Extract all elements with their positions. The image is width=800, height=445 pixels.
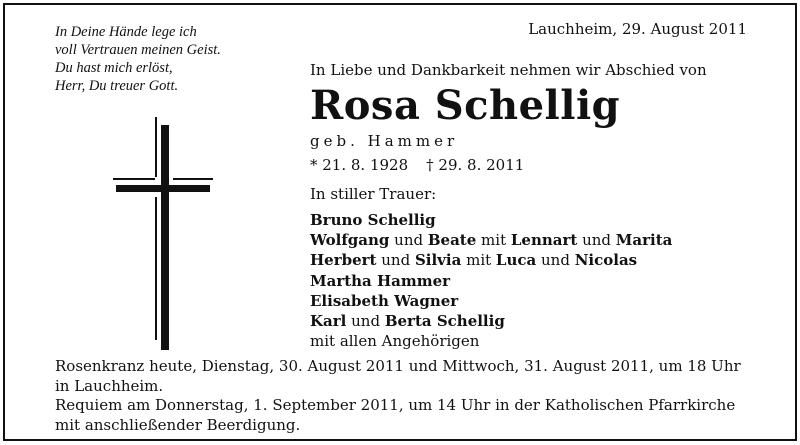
connector-text: mit allen Angehörigen <box>310 332 480 351</box>
verse-line: voll Vertrauen meinen Geist. <box>55 42 221 58</box>
mourner-name: Beate <box>427 231 477 250</box>
connector-text: und <box>376 251 415 270</box>
verse-line: Du hast mich erlöst, <box>55 60 173 76</box>
mourner-line <box>310 291 672 311</box>
mourner-name: Wolfgang <box>310 231 390 250</box>
mourner-line <box>310 271 672 291</box>
connector-text: und <box>536 251 575 270</box>
connector-text: mit <box>461 251 496 270</box>
life-dates <box>310 156 524 174</box>
latin-cross-icon <box>110 117 220 352</box>
connector-text: und <box>389 231 428 250</box>
mourners-list <box>310 210 672 351</box>
birth-date: * 21. 8. 1928 <box>310 156 409 174</box>
mourning-heading: In stiller Trauer: <box>310 185 437 203</box>
connector-text: und <box>346 312 385 331</box>
mourner-name: Karl <box>310 312 347 331</box>
mourner-name: Herbert <box>310 251 377 270</box>
place-and-date: Lauchheim, 29. August 2011 <box>528 20 747 38</box>
mourner-name: Nicolas <box>574 251 638 270</box>
service-line: mit anschließender Beerdigung. <box>55 415 301 434</box>
mourner-line <box>310 250 672 270</box>
bible-verse <box>55 23 305 95</box>
mourner-name: Silvia <box>414 251 462 270</box>
verse-line: Herr, Du treuer Gott. <box>55 78 179 94</box>
intro-text: In Liebe und Dankbarkeit nehmen wir Abschied von <box>310 61 707 79</box>
birth-name: geb. Hammer <box>310 132 459 150</box>
mourner-line <box>310 210 672 230</box>
mourner-name: Luca <box>495 251 537 270</box>
obituary-notice <box>3 3 797 441</box>
verse-line: In Deine Hände lege ich <box>55 24 197 40</box>
mourner-name: Bruno Schellig <box>310 211 436 229</box>
deceased-name: Rosa Schellig <box>310 82 621 129</box>
service-details <box>55 357 765 435</box>
service-line: Rosenkranz heute, Dienstag, 30. August 2011 und Mittwoch, 31. August 2011, um 18 Uhr <box>55 357 741 375</box>
service-line: Requiem am Donnerstag, 1. September 2011, um 14 Uhr in der Katholischen Pfarrkirche <box>55 396 736 414</box>
mourner-line <box>310 331 672 351</box>
mourner-line <box>310 230 672 250</box>
connector-text: mit <box>476 231 511 250</box>
mourner-name: Martha Hammer <box>310 271 451 290</box>
mourner-name: Elisabeth Wagner <box>310 291 459 310</box>
mourner-name: Marita <box>615 231 673 250</box>
mourner-name: Lennart <box>510 231 578 250</box>
service-line: in Lauchheim. <box>55 376 164 395</box>
mourner-name: Berta Schellig <box>384 312 505 331</box>
connector-text: und <box>577 231 616 250</box>
death-date: † 29. 8. 2011 <box>426 156 525 174</box>
mourner-line <box>310 311 672 331</box>
